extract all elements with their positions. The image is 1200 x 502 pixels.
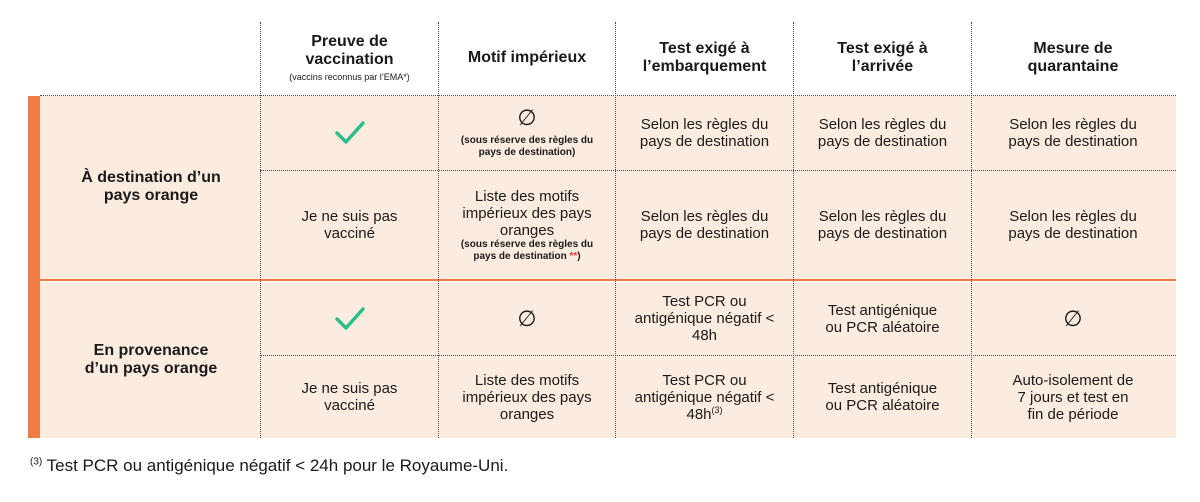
footnote (30, 456, 508, 476)
group-separator (40, 279, 1176, 281)
header-vaccination-subtitle: (vaccins reconnus par l’EMA*) (289, 72, 410, 82)
row2-test-embarquement (617, 171, 792, 279)
row2-test-arrivee-text: Selon les règles du pays de destination (817, 208, 948, 242)
column-divider (615, 22, 616, 438)
column-divider (793, 22, 794, 438)
empty-set-symbol: ∅ (517, 305, 537, 331)
row4-test-arrivee (795, 356, 970, 438)
row3-motif (440, 282, 614, 355)
row1-test-embarquement (617, 96, 792, 170)
group-label-provenance-text: En provenance d’un pays orange (84, 342, 218, 377)
header-quarantaine-title: Mesure de quarantaine (1027, 40, 1119, 75)
row3-test-arrivee-text: Test antigénique ou PCR aléatoire (825, 301, 940, 336)
row2-test-embarquement-text: Selon les règles du pays de destination (639, 208, 770, 242)
row2-motif-note (452, 239, 602, 263)
row2-motif-note-text: (sous réserve des règles du pays de destination (460, 238, 594, 262)
column-divider (260, 22, 261, 438)
row3-vaccination (262, 282, 437, 355)
row2-motif-note-close: ) (577, 250, 581, 262)
header-vaccination (262, 28, 437, 88)
row2-motif-text: Liste des motifs impérieux des pays oranges (462, 187, 592, 239)
empty-set-symbol: ∅ (1063, 305, 1083, 331)
row2-motif (440, 171, 614, 279)
column-divider (438, 22, 439, 438)
row1-motif-note: (sous réserve des règles du pays de destination) (460, 135, 594, 158)
row3-test-embarquement (617, 282, 792, 355)
row2-test-arrivee (795, 171, 970, 279)
row4-test-embarquement-value: Test PCR ou antigénique négatif < 48h (634, 371, 775, 423)
column-divider (971, 22, 972, 438)
row2-vaccination (262, 171, 437, 279)
row1-test-arrivee-text: Selon les règles du pays de destination (817, 116, 948, 150)
row1-quarantaine (973, 96, 1173, 170)
header-vaccination-title: Preuve de vaccination (305, 33, 394, 68)
header-test-embarquement (617, 28, 792, 88)
header-test-arrivee-title: Test exigé à l’arrivée (837, 40, 928, 75)
check-icon (334, 306, 366, 332)
header-test-arrivee (795, 28, 970, 88)
row3-quarantaine (973, 282, 1173, 355)
row3-test-arrivee (795, 282, 970, 355)
row1-quarantaine-text: Selon les règles du pays de destination (1008, 116, 1138, 150)
row1-vaccination (262, 96, 437, 170)
row1-test-arrivee (795, 96, 970, 170)
header-test-embarquement-title: Test exigé à l’embarquement (642, 40, 767, 75)
footnote-mark-double-asterisk: ** (569, 250, 578, 262)
footnote-mark-3: (3) (711, 404, 723, 415)
row1-motif (440, 96, 614, 170)
header-motif (440, 28, 614, 88)
row4-test-embarquement (617, 356, 792, 438)
row3-test-embarquement-text: Test PCR ou antigénique négatif < 48h (634, 293, 775, 344)
row2-quarantaine-text: Selon les règles du pays de destination (1008, 208, 1138, 242)
row4-test-embarquement-text (635, 372, 775, 423)
header-quarantaine (973, 28, 1173, 88)
row4-vaccination (262, 356, 437, 438)
empty-set-symbol: ∅ (517, 105, 537, 130)
row4-quarantaine-text: Auto-isolement de 7 jours et test en fin de période (1012, 371, 1134, 423)
footnote-text: Test PCR ou antigénique négatif < 24h pour le Royaume-Uni. (42, 456, 509, 475)
group-label-destination (44, 96, 258, 278)
header-motif-title: Motif impérieux (467, 49, 587, 66)
footnote-number: (3) (30, 456, 43, 468)
left-accent-bar (28, 96, 40, 438)
group-label-provenance (44, 282, 258, 438)
row4-test-arrivee-text: Test antigénique ou PCR aléatoire (825, 380, 940, 414)
check-icon (334, 120, 366, 146)
row4-motif-text: Liste des motifs impérieux des pays oranges (462, 371, 592, 423)
row1-test-embarquement-text: Selon les règles du pays de destination (639, 116, 770, 150)
row4-motif (440, 356, 614, 438)
row2-vaccination-text: Je ne suis pas vacciné (301, 208, 398, 242)
row4-quarantaine (973, 356, 1173, 438)
row4-vaccination-text: Je ne suis pas vacciné (301, 380, 398, 414)
row2-quarantaine (973, 171, 1173, 279)
group-label-destination-text: À destination d’un pays orange (81, 169, 221, 204)
